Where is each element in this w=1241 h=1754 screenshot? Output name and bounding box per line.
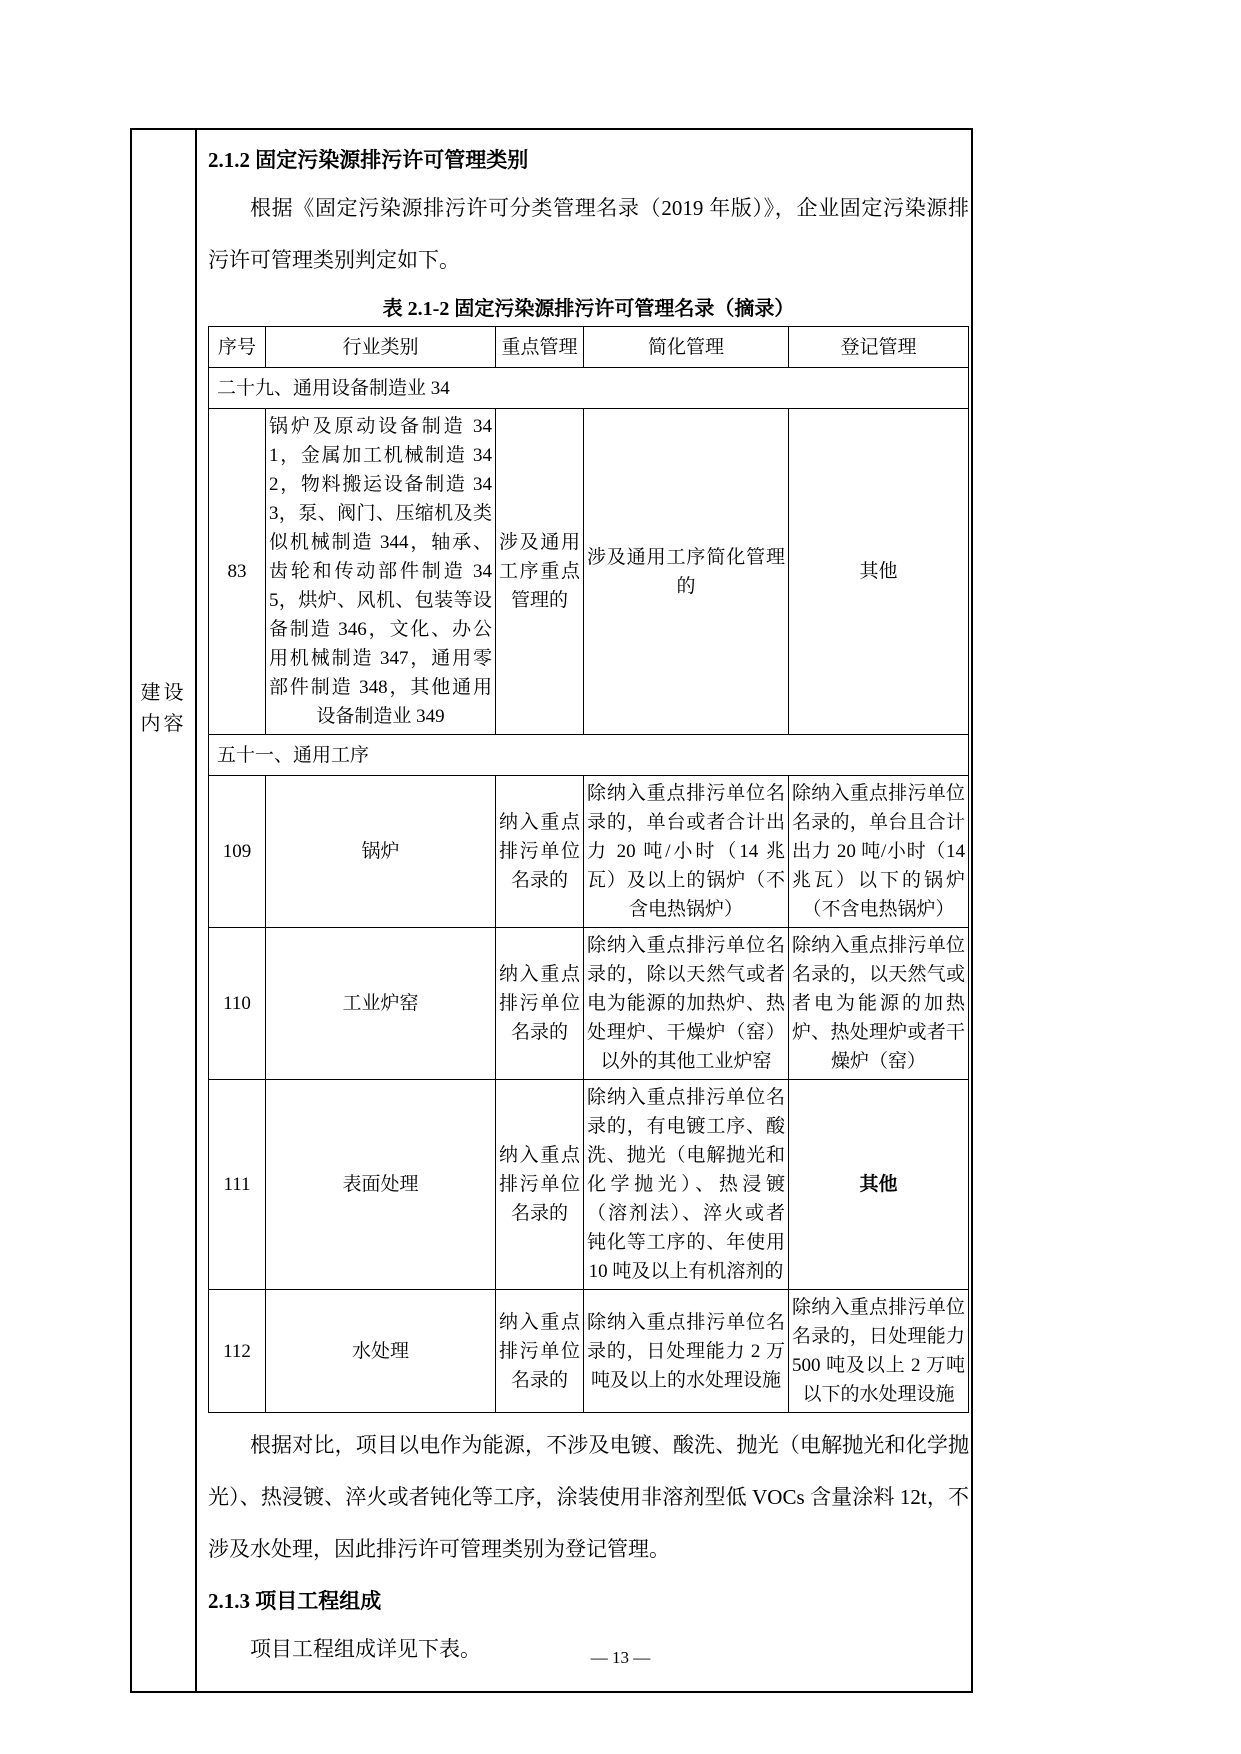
col-header-industry: 行业类别 (266, 327, 496, 368)
cell-no: 110 (209, 928, 266, 1080)
permit-management-table (208, 326, 969, 1413)
cell-registration: 其他 (789, 409, 969, 735)
page-number: — 13 — (590, 1648, 651, 1667)
cell-no: 83 (209, 409, 266, 735)
cell-key: 纳入重点排污单位名录的 (496, 928, 584, 1080)
section-heading-212: 2.1.2 固定污染源排污许可管理类别 (208, 148, 529, 172)
cell-no: 109 (209, 776, 266, 928)
cell-key: 纳入重点排污单位名录的 (496, 776, 584, 928)
cell-key: 纳入重点排污单位名录的 (496, 1290, 584, 1413)
col-header-key: 重点管理 (496, 327, 584, 368)
cell-simplified: 除纳入重点排污单位名录的，有电镀工序、酸洗、抛光（电解抛光和化学抛光）、热浸镀（溶剂法）、淬火或者钝化等工序的、年使用 10 吨及以上有机溶剂的 (584, 1080, 789, 1290)
intro-paragraph: 根据《固定污染源排污许可分类管理名录（2019 年版）》，企业固定污染源排污许可管理类别判定如下。 (208, 196, 969, 272)
cell-registration: 除纳入重点排污单位名录的，日处理能力 500 吨及以上 2 万吨以下的水处理设施 (789, 1290, 969, 1413)
cell-simplified: 除纳入重点排污单位名录的，除以天然气或者电为能源的加热炉、热处理炉、干燥炉（窑）以外的其他工业炉窑 (584, 928, 789, 1080)
cell-no: 111 (209, 1080, 266, 1290)
cell-simplified: 除纳入重点排污单位名录的，日处理能力 2 万吨及以上的水处理设施 (584, 1290, 789, 1413)
main-content (197, 130, 980, 1691)
table-row (209, 776, 969, 928)
col-header-no: 序号 (209, 327, 266, 368)
group-row (209, 368, 969, 409)
content-frame (130, 128, 973, 1693)
col-header-simplified: 简化管理 (584, 327, 789, 368)
cell-no: 112 (209, 1290, 266, 1413)
cell-registration: 除纳入重点排污单位名录的，以天然气或者电为能源的加热炉、热处理炉或者干燥炉（窑） (789, 928, 969, 1080)
group-row (209, 735, 969, 776)
cell-simplified: 除纳入重点排污单位名录的，单台或者合计出力 20 吨/小时（14 兆瓦）及以上的锅炉（不含电热锅炉） (584, 776, 789, 928)
group-label: 五十一、通用工序 (209, 735, 969, 776)
cell-key: 纳入重点排污单位名录的 (496, 1080, 584, 1290)
cell-industry: 水处理 (266, 1290, 496, 1413)
cell-simplified: 涉及通用工序简化管理的 (584, 409, 789, 735)
table-row (209, 1290, 969, 1413)
cell-registration: 除纳入重点排污单位名录的，单台且合计出力 20 吨/小时（14 兆瓦）以下的锅炉（不含电热锅炉） (789, 776, 969, 928)
table-row (209, 409, 969, 735)
col-header-registration: 登记管理 (789, 327, 969, 368)
row-label-text: 建设内容 (140, 682, 187, 735)
cell-industry: 锅炉及原动设备制造 341，金属加工机械制造 342，物料搬运设备制造 343，泵、阀门、压缩机及类似机械制造 344，轴承、齿轮和传动部件制造 345，烘炉、风机、包装等设备制造 346，文化、办公用机械制造 347，通用零部件制造 348，其他通用设备制造业 349 (266, 409, 496, 735)
cell-industry: 锅炉 (266, 776, 496, 928)
section-heading-213: 2.1.3 项目工程组成 (208, 1589, 382, 1613)
cell-industry: 表面处理 (266, 1080, 496, 1290)
table-caption: 表 2.1-2 固定污染源排污许可管理名录（摘录） (382, 298, 795, 320)
row-label-column (132, 130, 197, 1691)
group-label: 二十九、通用设备制造业 34 (209, 368, 969, 409)
table-header-row (209, 327, 969, 368)
project-composition-paragraph: 项目工程组成详见下表。 (250, 1637, 481, 1661)
cell-registration: 其他 (789, 1080, 969, 1290)
row-label (132, 678, 195, 740)
conclusion-paragraph: 根据对比，项目以电作为能源，不涉及电镀、酸洗、抛光（电解抛光和化学抛光）、热浸镀、淬火或者钝化等工序，涂装使用非溶剂型低 VOCs 含量涂料 12t，不涉及水处理，因此排污许可管理类别为登记管理。 (208, 1433, 969, 1561)
table-row (209, 1080, 969, 1290)
cell-industry: 工业炉窑 (266, 928, 496, 1080)
table-row (209, 928, 969, 1080)
cell-key: 涉及通用工序重点管理的 (496, 409, 584, 735)
